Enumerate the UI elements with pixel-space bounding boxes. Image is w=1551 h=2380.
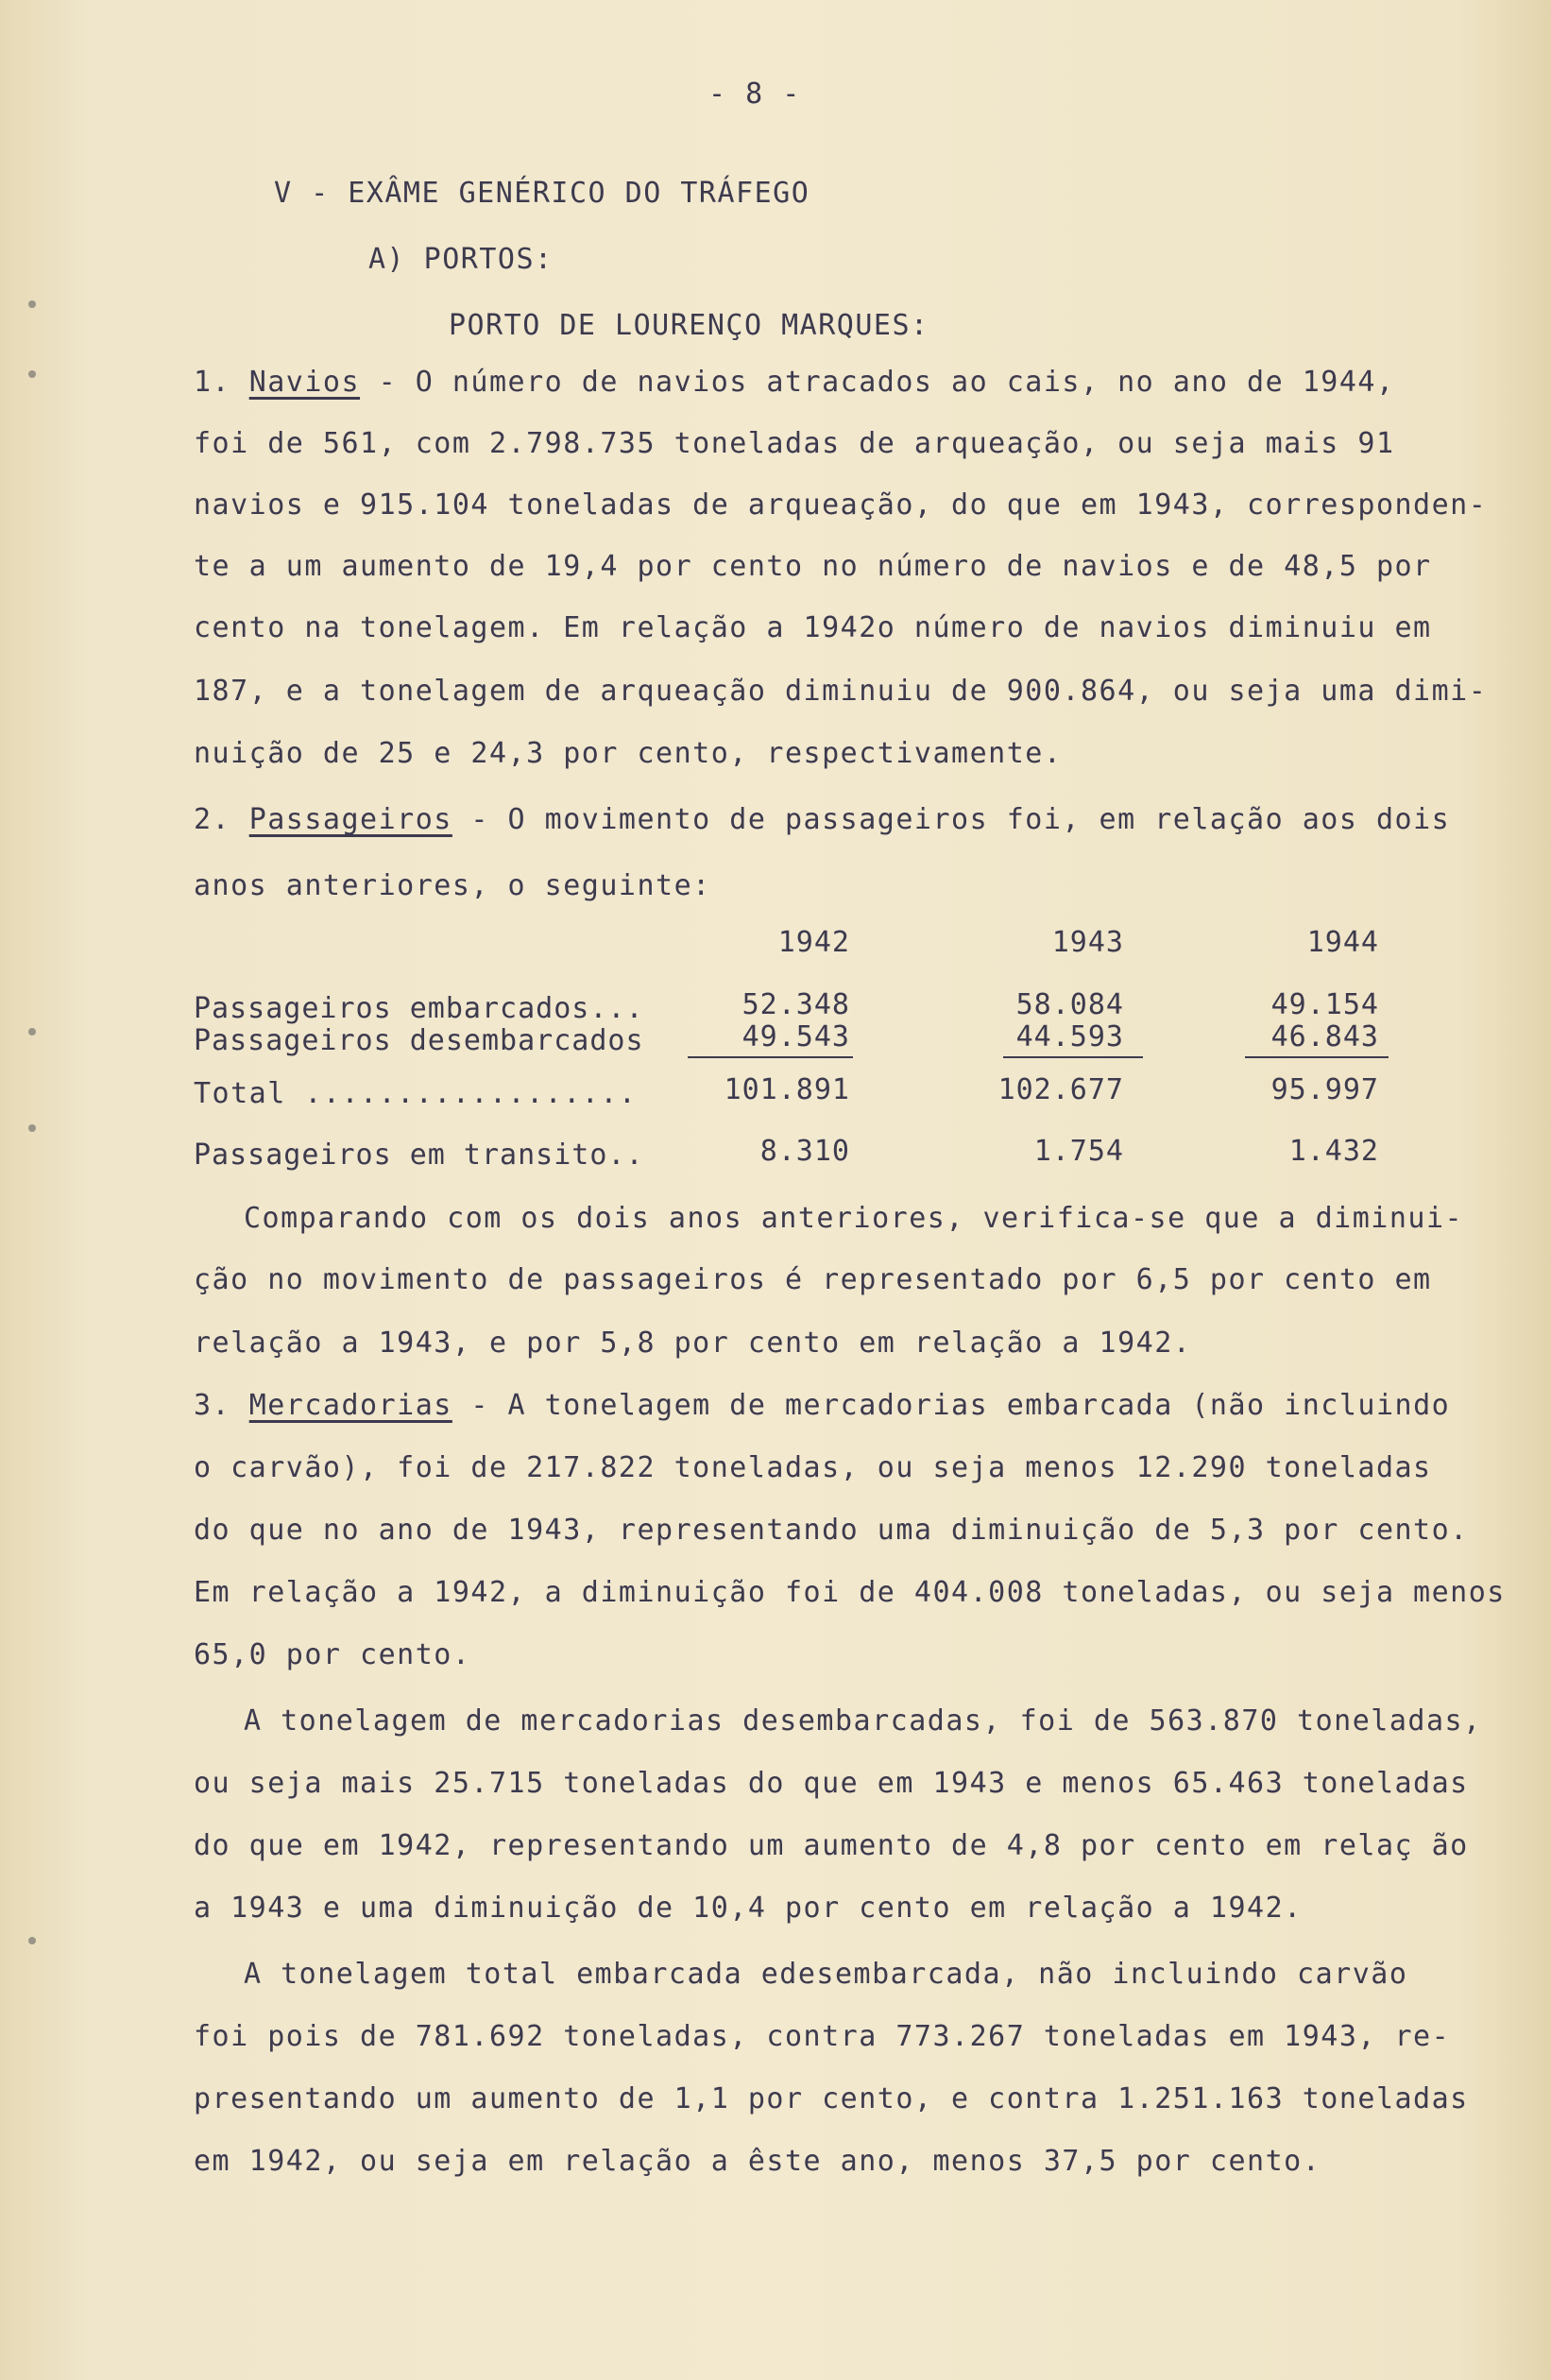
page-number: - 8 -: [708, 77, 801, 111]
item-2-line: anos anteriores, o seguinte:: [194, 869, 711, 902]
item-2-number: 2.: [194, 803, 231, 836]
item-2-heading: Passageiros: [248, 803, 452, 836]
item-3-text: - A tonelagem de mercadorias embarcada (não incluindo: [452, 1389, 1451, 1422]
total-line: presentando um aumento de 1,1 por cento, e contra 1.251.163 toneladas: [194, 2082, 1469, 2115]
item-1-line: 187, e a tonelagem de arqueação diminuiu de 900.864, ou seja uma dimi-: [194, 675, 1488, 708]
sum-underline: [1245, 1056, 1389, 1058]
total-line: A tonelagem total embarcada edesembarcada, não incluindo carvão: [244, 1958, 1408, 1991]
year-header: 1943: [1051, 926, 1124, 959]
table-row-label: Passageiros desembarcados: [194, 1024, 644, 1057]
item-1-line: te a um aumento de 19,4 por cento no número de navios e de 48,5 por: [194, 550, 1432, 583]
item-2-line-0: [194, 801, 1450, 839]
port-title: PORTO DE LOURENÇO MARQUES:: [449, 309, 929, 342]
item-1-line-0: [194, 364, 1395, 402]
item-3-heading: Mercadorias: [248, 1389, 452, 1422]
item-1-line: cento na tonelagem. Em relação a 1942o número de navios diminuiu em: [194, 611, 1432, 644]
table-cell: 1.432: [1288, 1135, 1379, 1168]
total-line: foi pois de 781.692 toneladas, contra 773.267 toneladas em 1943, re-: [194, 2020, 1451, 2053]
subsection-title: A) PORTOS:: [368, 243, 554, 276]
table-cell: 101.891: [724, 1073, 850, 1106]
item-3-line-0: [194, 1387, 1450, 1425]
year-header: 1942: [777, 926, 850, 959]
item-3-line: o carvão), foi de 217.822 toneladas, ou seja menos 12.290 toneladas: [194, 1451, 1432, 1484]
table-cell: 102.677: [997, 1073, 1124, 1106]
punch-mark: [28, 370, 36, 378]
punch-mark: [28, 1028, 36, 1036]
section-title: V - EXÂME GENÉRICO DO TRÁFEGO: [274, 177, 810, 210]
table-cell: 95.997: [1270, 1073, 1379, 1106]
total-line: em 1942, ou seja em relação a êste ano, menos 37,5 por cento.: [194, 2145, 1321, 2178]
item-1-number: 1.: [194, 366, 231, 399]
table-row-label: Total ..................: [194, 1077, 638, 1110]
table-row-label: Passageiros embarcados...: [194, 992, 644, 1025]
table-cell: 1.754: [1033, 1135, 1124, 1168]
item-1-line: nuição de 25 e 24,3 por cento, respectivamente.: [194, 737, 1063, 770]
table-cell: 49.543: [741, 1020, 850, 1053]
item-2-text: - O movimento de passageiros foi, em relação aos dois: [452, 803, 1451, 836]
desembarcadas-line: A tonelagem de mercadorias desembarcadas, foi de 563.870 toneladas,: [244, 1704, 1482, 1738]
comparison-line: Comparando com os dois anos anteriores, verifica-se que a diminui-: [244, 1202, 1464, 1235]
sum-underline: [1003, 1056, 1143, 1058]
year-header: 1944: [1306, 926, 1379, 959]
table-row-label: Passageiros em transito..: [194, 1139, 644, 1172]
desembarcadas-line: ou seja mais 25.715 toneladas do que em 1943 e menos 65.463 toneladas: [194, 1767, 1469, 1800]
table-cell: 52.348: [741, 988, 850, 1021]
punch-mark: [28, 1124, 36, 1132]
item-1-line: navios e 915.104 toneladas de arqueação, do que em 1943, corresponden-: [194, 488, 1488, 522]
item-3-line: Em relação a 1942, a diminuição foi de 404.008 toneladas, ou seja menos: [194, 1576, 1506, 1609]
table-cell: 46.843: [1270, 1020, 1379, 1053]
desembarcadas-line: a 1943 e uma diminuição de 10,4 por cento em relação a 1942.: [194, 1892, 1303, 1925]
punch-mark: [28, 1937, 36, 1944]
table-cell: 49.154: [1270, 988, 1379, 1021]
item-1-heading: Navios: [248, 366, 361, 399]
desembarcadas-line: do que em 1942, representando um aumento de 4,8 por cento em relaç ão: [194, 1829, 1469, 1862]
item-1-text: - O número de navios atracados ao cais, no ano de 1944,: [360, 366, 1395, 399]
comparison-line: ção no movimento de passageiros é representado por 6,5 por cento em: [194, 1263, 1432, 1296]
comparison-line: relação a 1943, e por 5,8 por cento em relação a 1942.: [194, 1327, 1192, 1360]
item-3-line: 65,0 por cento.: [194, 1638, 471, 1671]
table-cell: 8.310: [759, 1135, 850, 1168]
item-1-line: foi de 561, com 2.798.735 toneladas de arqueação, ou seja mais 91: [194, 427, 1395, 460]
item-3-line: do que no ano de 1943, representando uma diminuição de 5,3 por cento.: [194, 1514, 1469, 1547]
sum-underline: [688, 1056, 853, 1058]
punch-mark: [28, 300, 36, 308]
table-cell: 44.593: [1015, 1020, 1124, 1053]
item-3-number: 3.: [194, 1389, 231, 1422]
table-cell: 58.084: [1015, 988, 1124, 1021]
